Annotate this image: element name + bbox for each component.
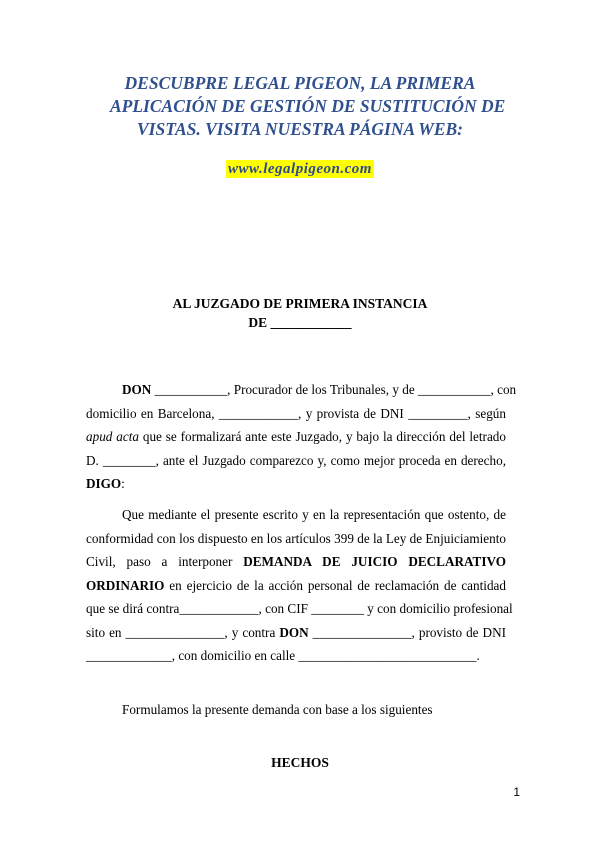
- paragraph-text: en ejercicio de la acción personal de reclamación de cantidad: [164, 577, 506, 593]
- section-heading-hechos: HECHOS: [271, 755, 329, 770]
- paragraph-line: [86, 621, 506, 645]
- paragraph-line: [86, 378, 517, 402]
- paragraph-text: sito en _______________, y contra: [86, 624, 280, 640]
- paragraph-line: [86, 574, 506, 598]
- paragraph-appearance: [86, 378, 517, 496]
- paragraph-line: [86, 425, 506, 449]
- paragraph-line: D. ________, ante el Juzgado comparezco y, como mejor proceda en derecho,: [86, 452, 506, 468]
- promo-line-3: VISTAS. VISITA NUESTRA PÁGINA WEB:: [137, 119, 463, 139]
- paragraph-text: ___________, Procurador de los Tribunales, y de ___________, con: [151, 382, 517, 397]
- promo-line-2: APLICACIÓN DE GESTIÓN DE SUSTITUCIÓN DE: [110, 96, 506, 116]
- paragraph-text: :: [121, 476, 125, 491]
- paragraph-line: que se dirá contra____________, con CIF ________ y con domicilio profesional: [86, 601, 513, 616]
- digo-label: DIGO: [86, 476, 122, 491]
- paragraph-line: Formulamos la presente demanda con base a los siguientes: [122, 702, 433, 717]
- paragraph-claim: [86, 503, 513, 668]
- court-heading-line-2: DE ____________: [248, 315, 352, 330]
- paragraph-line: Que mediante el presente escrito y en la representación que ostento, de: [122, 507, 506, 522]
- paragraph-line: _____________, con domicilio en calle ___________________________.: [86, 648, 480, 663]
- paragraph-text: _______________, provisto de DNI: [308, 624, 506, 640]
- don-label: DON: [122, 382, 152, 397]
- ordinario-label: ORDINARIO: [86, 577, 165, 593]
- court-heading: [0, 294, 600, 332]
- promo-link-container: [0, 160, 600, 178]
- apud-acta-text: apud acta: [86, 429, 139, 444]
- paragraph-text: Civil, paso a interponer: [86, 554, 244, 569]
- paragraph-line: domicilio en Barcelona, ____________, y provista de DNI _________, según: [86, 405, 506, 421]
- promo-line-1: DESCUBPRE LEGAL PIGEON, LA PRIMERA: [124, 73, 476, 93]
- promo-link[interactable]: www.legalpigeon.com: [228, 161, 372, 177]
- court-heading-line-1: AL JUZGADO DE PRIMERA INSTANCIA: [172, 296, 428, 311]
- paragraph-line: [86, 550, 506, 574]
- paragraph-text: que se formalizará ante este Juzgado, y bajo la dirección del letrado: [138, 429, 506, 444]
- don-label: DON: [279, 624, 309, 640]
- paragraph-line: conformidad con los dispuesto en los artículos 399 de la Ley de Enjuiciamiento: [86, 530, 506, 546]
- promo-banner: [110, 72, 506, 141]
- page-number: 1: [513, 785, 520, 799]
- paragraph-line: [86, 472, 506, 496]
- demanda-label: DEMANDA DE JUICIO DECLARATIVO: [243, 554, 506, 569]
- paragraph-basis: [86, 698, 506, 722]
